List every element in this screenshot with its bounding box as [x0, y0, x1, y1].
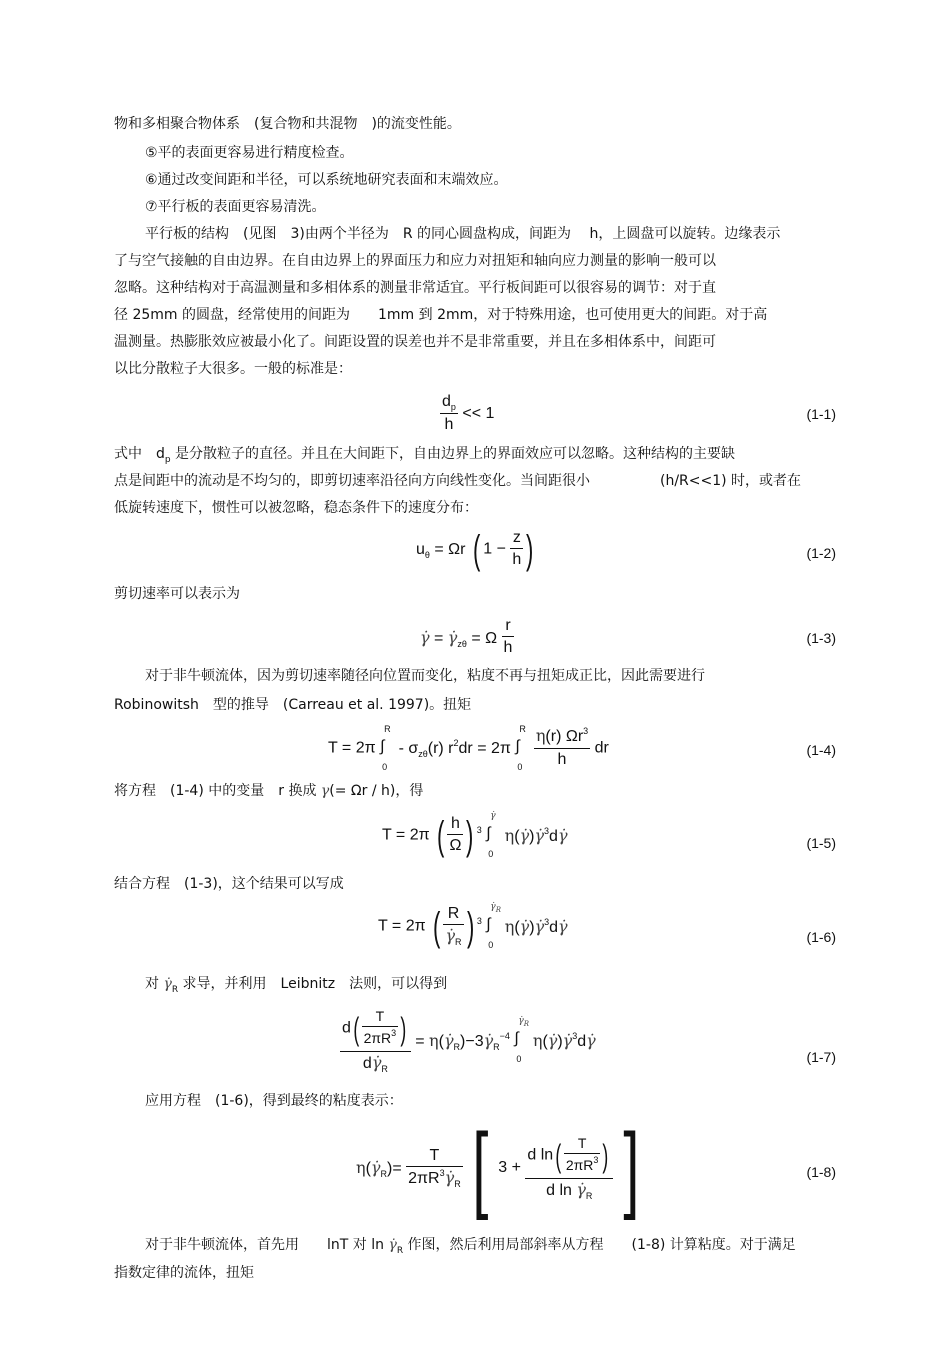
text-line: 点是间距中的流动是不均匀的，即剪切速率沿径向方向线性变化。当间距很小 (h/R<<1) 时，或者在: [114, 473, 802, 489]
text-run: 作图，然后利用局部斜率从方程 (1-8) 计算粘度。对于满足: [407, 1237, 796, 1253]
subscript: R: [396, 1246, 404, 1256]
inline-math: (= Ωr / h): [329, 783, 396, 799]
equation-number: (1-6): [806, 929, 836, 945]
equation-number: (1-5): [806, 835, 836, 851]
equation-1-3: γ̇ = $\gammȧ_{z\theta} = \Omega$ $\frac{r}{h}$: [420, 617, 513, 656]
equation-1-7: d( $\frac{T}{2\pi R^3}$ ) $d\gammȧ_R$ = $\eta(\gammȧ_R)-3\gammȧ_R^{-4}$ $\gammȧ_R$ ∫ 0 η(γ̇)γ̇$^3$dγ̇: [342, 1008, 596, 1074]
subscript: p: [164, 455, 171, 465]
gamma-symbol: γ: [320, 783, 330, 799]
text-run: 将方程 (1-4) 中的变量 r 换成: [114, 783, 317, 799]
text-line: 低旋转速度下，惯性可以被忽略，稳态条件下的速度分布：: [114, 500, 478, 516]
equation-number: (1-1): [806, 406, 836, 422]
equation-1-1: $\frac{d_p}{h}$ << 1: [442, 393, 495, 433]
subscript: R: [171, 985, 179, 995]
text-line: 了与空气接触的自由边界。在自由边界上的界面压力和应力对扭矩和轴向应力测量的影响一般可以: [114, 253, 716, 269]
text-line: [145, 1237, 796, 1255]
text-line: ⑦平行板的表面更容易清洗。: [145, 199, 326, 215]
text-line: 指数定律的流体，扭矩: [114, 1265, 254, 1281]
text-run: 对于非牛顿流体，首先用 lnT 对 ln: [145, 1237, 384, 1253]
text-run: 式中 d: [114, 446, 165, 462]
text-line: Robinowitsh 型的推导 (Carreau et al. 1997)。扭矩: [114, 697, 472, 713]
equation-1-5: T = 2π ( $\frac{h}{\Omega}$ ) $^3$ γ̇ ∫ 0 η(γ̇)γ̇$^3$dγ̇: [382, 810, 568, 859]
text-line: 径 25mm 的圆盘，经常使用的间距为 1mm 到 2mm，对于特殊用途，也可使用更大的间距。对于高: [114, 307, 768, 323]
equation-number: (1-4): [806, 742, 836, 758]
equation-number: (1-3): [806, 630, 836, 646]
equation-1-6: T = 2π ( $\frac{R}{\gammȧ_R}$ ) $^3$ $\gammȧ_R$ ∫ 0 η(γ̇)γ̇$^3$dγ̇: [378, 901, 568, 950]
gamma-symbol: γ̇: [388, 1237, 397, 1253]
equation-1-2: $u_\theta = \Omega r$ ( 1 − $\frac{z}{h}$ ): [416, 527, 534, 572]
text-run: ，得: [395, 783, 424, 799]
text-run: 对: [145, 976, 159, 992]
text-line: 对于非牛顿流体，因为剪切速率随径向位置而变化，粘度不再与扭矩成正比，因此需要进行: [145, 668, 705, 684]
equation-number: (1-2): [806, 545, 836, 561]
equation-1-4: T = 2π R ∫ 0 - $\sigma_{z\theta}(r) r^2dr = 2\pi$ R ∫ 0 $\frac{\eta(r) \Omega r^3}{h}$ dr: [328, 723, 609, 772]
equation-number: (1-7): [806, 1049, 836, 1065]
gamma-symbol: γ̇: [163, 976, 172, 992]
text-line: 应用方程 (1-6)，得到最终的粘度表示：: [145, 1093, 403, 1109]
equation-1-8: $\eta(\gammȧ_R)=$ $\frac{T}{2\pi R^3\gammȧ_R}$ [ 3 + d ln( $\frac{T}{2\pi R^3}$ ) d $\ln \gammȧ_R$ ]: [356, 1114, 639, 1221]
text-line: 忽略。这种结构对于高温测量和多相体系的测量非常适宜。平行板间距可以很容易的调节：对于直: [114, 280, 716, 296]
text-line: [145, 976, 447, 994]
equation-number: (1-8): [806, 1164, 836, 1180]
text-line: ⑥通过改变间距和半径，可以系统地研究表面和末端效应。: [145, 172, 508, 188]
text-line: [114, 783, 423, 799]
text-line: 剪切速率可以表示为: [114, 586, 240, 602]
text-line: 结合方程 (1-3)，这个结果可以写成: [114, 876, 344, 892]
text-line: [114, 446, 735, 464]
text-run: 求导，并利用 Leibnitz 法则，可以得到: [182, 976, 448, 992]
text-line: 温测量。热膨胀效应被最小化了。间距设置的误差也并不是非常重要，并且在多相体系中，间距可: [114, 334, 716, 350]
text-run: 是分散粒子的直径。并且在大间距下，自由边界上的界面效应可以忽略。这种结构的主要缺: [170, 446, 736, 462]
text-line: ⑤平的表面更容易进行精度检查。: [145, 145, 354, 161]
text-line: 以比分散粒子大很多。一般的标准是：: [114, 361, 352, 377]
text-line: 物和多相聚合物体系 (复合物和共混物 )的流变性能。: [114, 116, 461, 132]
text-line: 平行板的结构 (见图 3)由两个半径为 R 的同心圆盘构成，间距为 h，上圆盘可以旋转。边缘表示: [145, 226, 781, 242]
